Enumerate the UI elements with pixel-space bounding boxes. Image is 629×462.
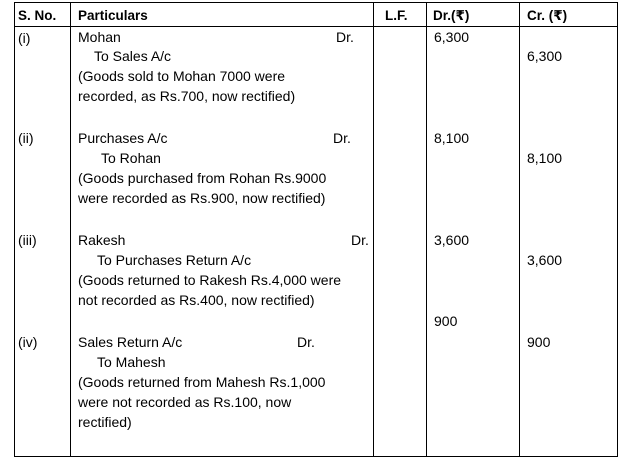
header-lf: L.F. — [385, 8, 408, 23]
narration-line: not recorded as Rs.400, now rectified) — [78, 292, 315, 308]
narration-line: were recorded as Rs.900, now rectified) — [78, 190, 326, 206]
narration-line: (Goods returned to Rakesh Rs.4,000 were — [78, 272, 342, 288]
cr-amount: 8,100 — [527, 150, 563, 166]
narration-line: (Goods purchased from Rohan Rs.9000 — [78, 170, 327, 186]
header-cr: Cr. (₹) — [527, 8, 568, 23]
debit-account: Sales Return A/c — [78, 334, 183, 350]
narration-line: (Goods returned from Mahesh Rs.1,000 — [78, 374, 326, 390]
credit-account: To Rohan — [101, 150, 161, 166]
entry-sno: (i) — [18, 30, 31, 46]
column-border — [426, 2, 427, 457]
debit-account: Purchases A/c — [78, 130, 168, 146]
dr-marker: Dr. — [333, 130, 351, 146]
dr-marker: Dr. — [336, 29, 354, 45]
credit-account: To Mahesh — [97, 354, 166, 370]
entry-sno: (ii) — [18, 130, 34, 146]
header-particulars: Particulars — [78, 8, 148, 23]
narration-line: were not recorded as Rs.100, now — [78, 394, 292, 410]
header-sno: S. No. — [18, 8, 57, 23]
credit-account: To Purchases Return A/c — [97, 252, 252, 268]
dr-marker: Dr. — [351, 232, 369, 248]
dr-amount: 6,300 — [434, 29, 470, 45]
column-border — [70, 2, 71, 457]
cr-amount: 3,600 — [527, 252, 563, 268]
narration-line: rectified) — [78, 414, 132, 430]
table-bottom-border — [14, 456, 618, 457]
narration-line: recorded, as Rs.700, now rectified) — [78, 88, 296, 104]
table-top-border — [14, 2, 618, 3]
entry-sno: (iii) — [18, 232, 37, 248]
dr-amount: 900 — [434, 313, 458, 329]
column-border — [519, 2, 520, 457]
credit-account: To Sales A/c — [94, 48, 172, 64]
dr-marker: Dr. — [297, 334, 315, 350]
cr-amount: 6,300 — [527, 48, 563, 64]
debit-account: Rakesh — [78, 232, 126, 248]
debit-account: Mohan — [78, 29, 121, 45]
entry-sno: (iv) — [18, 334, 38, 350]
dr-amount: 3,600 — [434, 232, 470, 248]
dr-amount: 8,100 — [434, 130, 470, 146]
column-border — [617, 2, 618, 457]
column-border — [14, 2, 15, 457]
header-dr: Dr.(₹) — [433, 8, 470, 23]
column-border — [373, 2, 374, 457]
cr-amount: 900 — [527, 334, 551, 350]
narration-line: (Goods sold to Mohan 7000 were — [78, 68, 286, 84]
